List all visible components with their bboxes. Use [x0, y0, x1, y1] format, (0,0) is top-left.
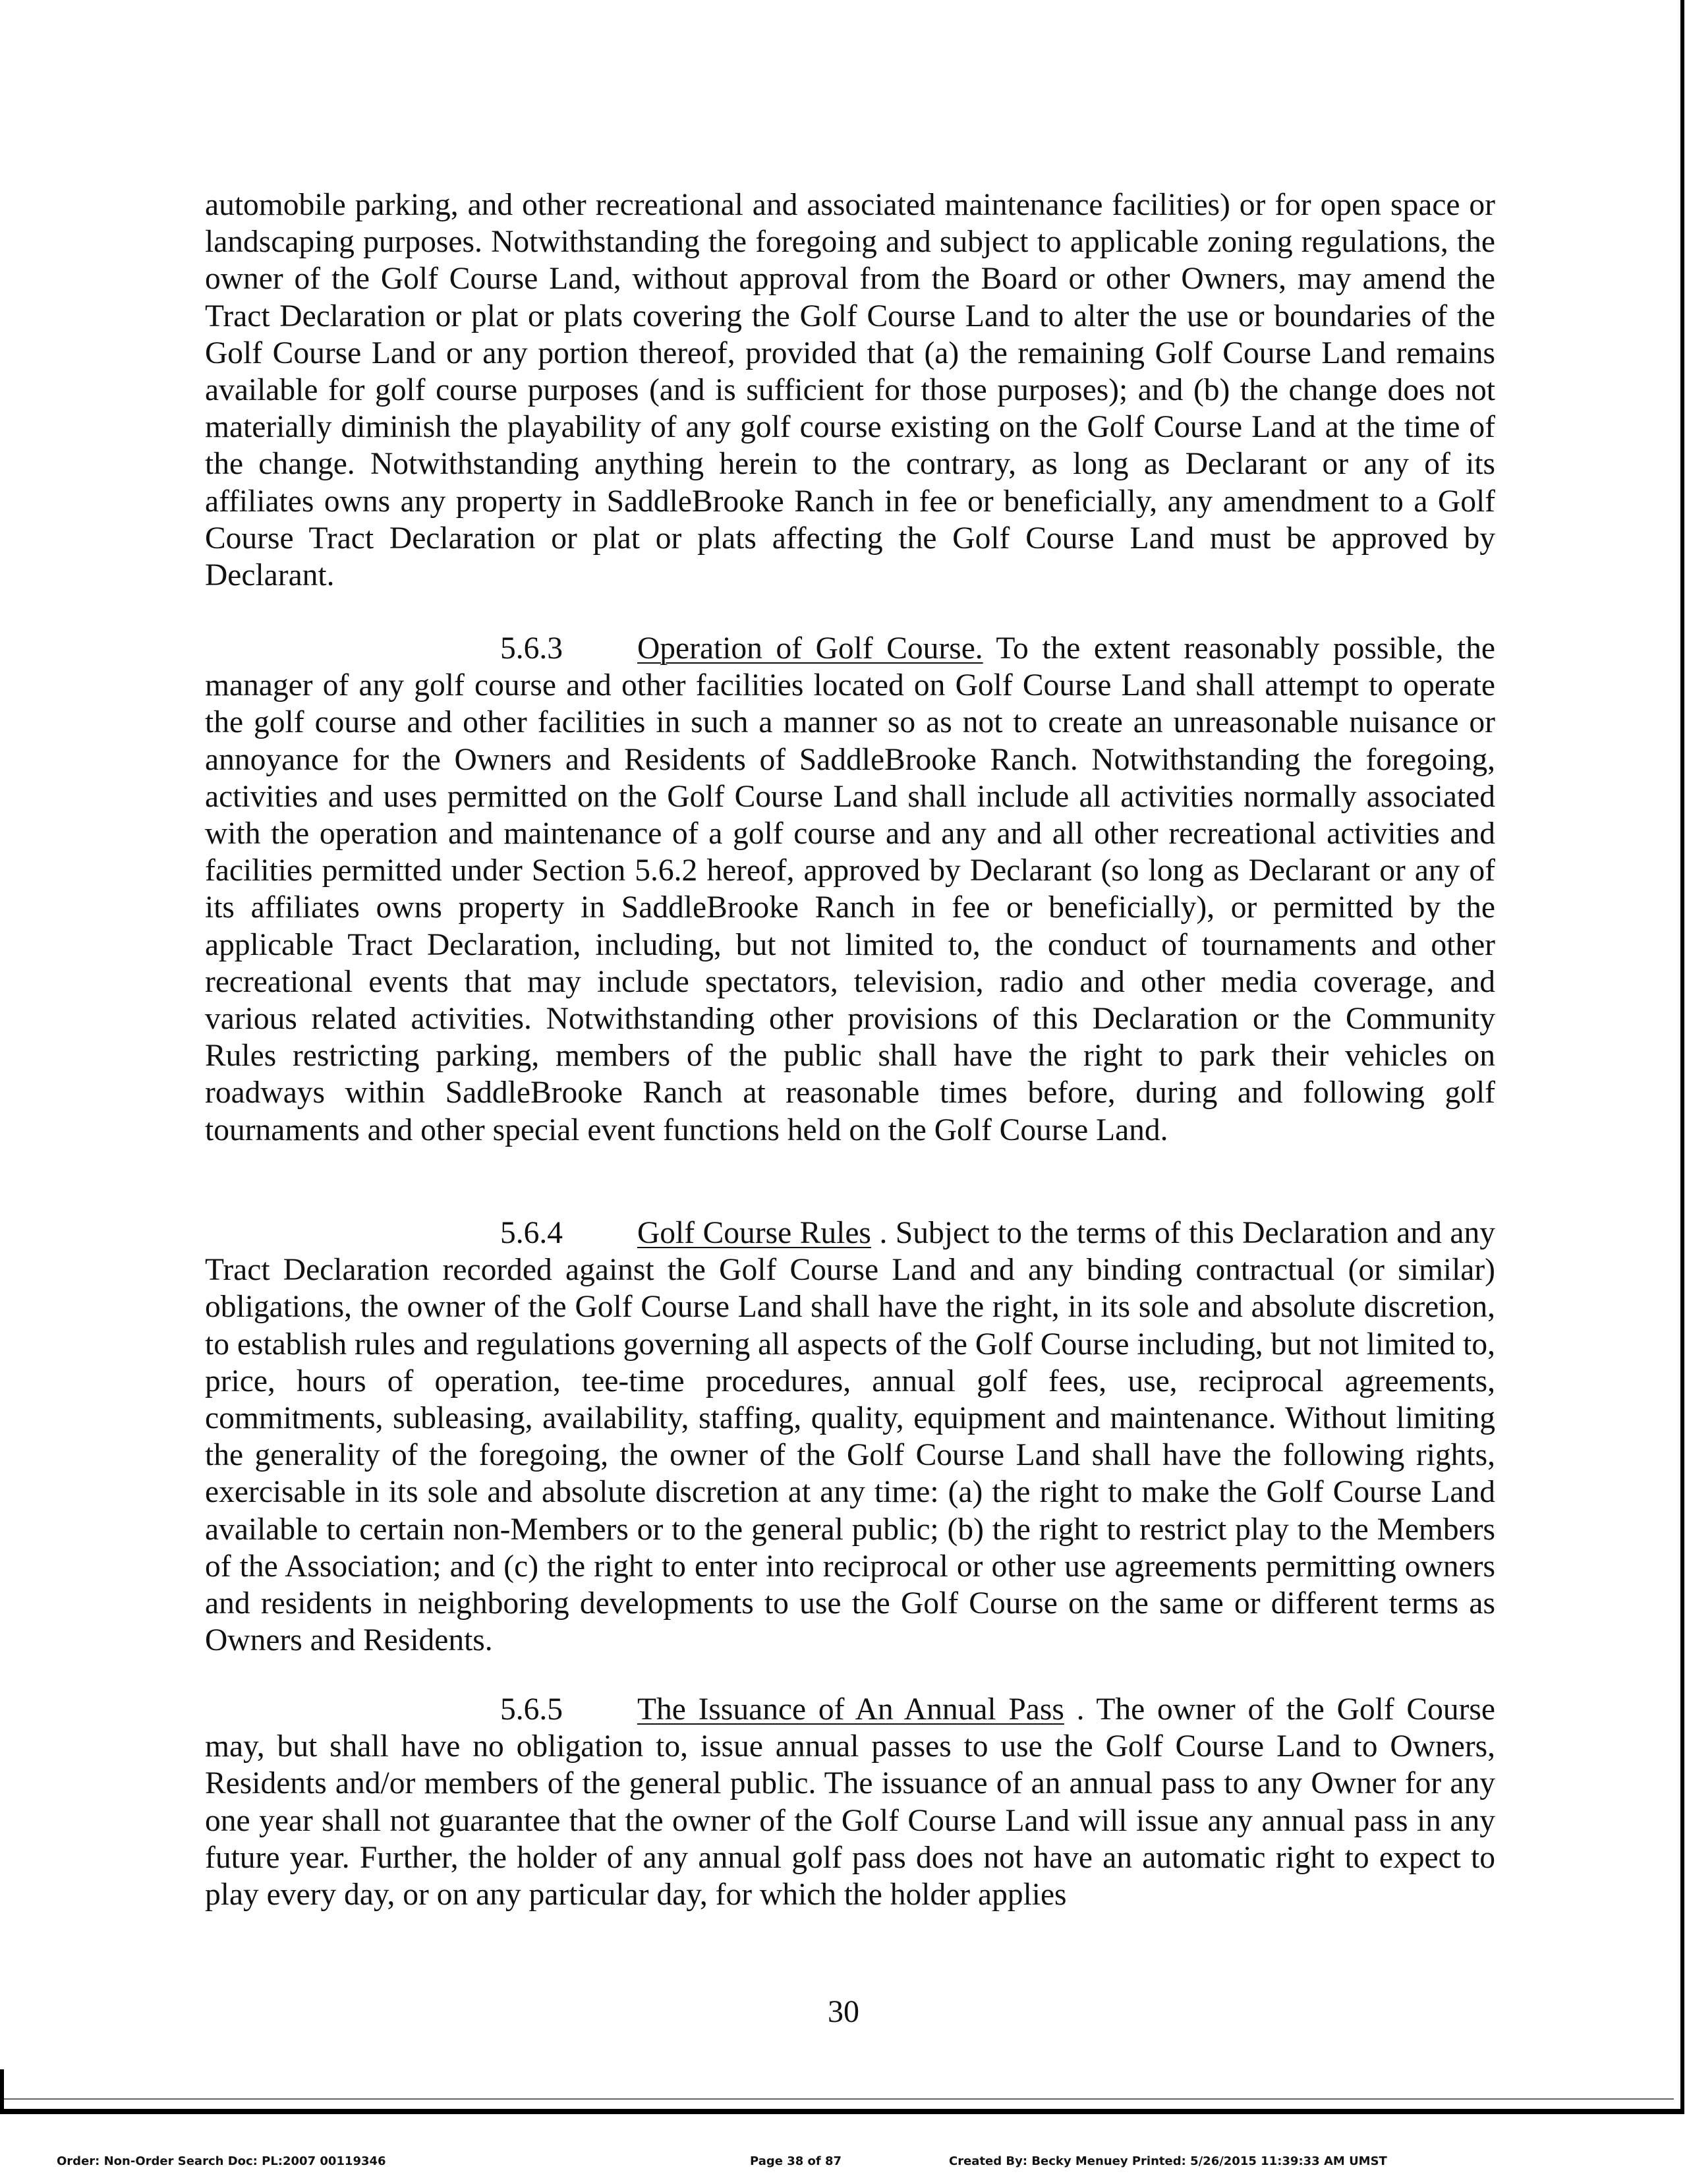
section-heading: Golf Course Rules	[637, 1216, 871, 1250]
page-edge-border-left	[0, 2069, 4, 2114]
footer-order-info: Order: Non-Order Search Doc: PL:2007 00119346	[57, 2154, 386, 2168]
footer-page-counter: Page 38 of 87	[750, 2154, 842, 2168]
footer-divider-thin	[0, 2098, 1674, 2100]
section-issuance-of-annual-pass	[205, 1691, 1495, 1913]
paragraph-golf-course-land-use	[205, 187, 1495, 594]
page-edge-border-right	[1680, 0, 1684, 2114]
section-text: . The owner of the Golf Course may, but shall have no obligation to, issue annual passes to use the Golf Course Land to Owners, Residents and/or members of the general public. The issuance of an annual pass to any Owner for any one year shall not guarantee that the owner of the Golf Course Land will issue any annual pass in any future year. Further, the holder of any annual golf pass does not have an automatic right to expect to play every day, or on any particular day, for which the holder applies	[205, 1692, 1495, 1912]
section-golf-course-rules	[205, 1215, 1495, 1659]
footer-divider-heavy	[0, 2109, 1680, 2114]
footer-created-printed: Created By: Becky Menuey Printed: 5/26/2015 11:39:33 AM UMST	[949, 2154, 1387, 2168]
section-number: 5.6.3	[500, 631, 563, 666]
section-number: 5.6.4	[500, 1216, 563, 1250]
section-operation-of-golf-course	[205, 630, 1495, 1149]
page-number: 30	[828, 1994, 859, 2029]
section-number: 5.6.5	[500, 1692, 563, 1727]
section-heading: The Issuance of An Annual Pass	[637, 1692, 1064, 1727]
section-text: To the extent reasonably possible, the manager of any golf course and other facilities located on Golf Course Land shall attempt to operate the golf course and other facilities in such a manner so as not to create an unreasonable nuisance or annoyance for the Owners and Residents of SaddleBrooke Ranch. Notwithstanding the foregoing, activities and uses permitted on the Golf Course Land shall include all activities normally associated with the operation and maintenance of a golf course and any and all other recreational activities and facilities permitted under Section 5.6.2 hereof, approved by Declarant (so long as Declarant or any of its affiliates owns property in SaddleBrooke Ranch in fee or beneficially), or permitted by the applicable Tract Declaration, including, but not limited to, the conduct of tournaments and other recreational events that may include spectators, television, radio and other media coverage, and various related activities. Notwithstanding other provisions of this Declaration or the Community Rules restricting parking, members of the public shall have the right to park their vehicles on roadways within SaddleBrooke Ranch at reasonable times before, during and following golf tournaments and other special event functions held on the Golf Course Land.	[205, 631, 1495, 1147]
section-text: . Subject to the terms of this Declaration and any Tract Declaration recorded against the Golf Course Land and any binding contractual (or similar) obligations, the owner of the Golf Course Land shall have the right, in its sole and absolute discretion, to establish rules and regulations governing all aspects of the Golf Course including, but not limited to, price, hours of operation, tee-time procedures, annual golf fees, use, reciprocal agreements, commitments, subleasing, availability, staffing, quality, equipment and maintenance. Without limiting the generality of the foregoing, the owner of the Golf Course Land shall have the following rights, exercisable in its sole and absolute discretion at any time: (a) the right to make the Golf Course Land available to certain non-Members or to the general public; (b) the right to restrict play to the Members of the Association; and (c) the right to enter into reciprocal or other use agreements permitting owners and residents in neighboring developments to use the Golf Course on the same or different terms as Owners and Residents.	[205, 1216, 1496, 1658]
section-heading: Operation of Golf Course.	[637, 631, 983, 666]
paragraph-text: automobile parking, and other recreational and associated maintenance facilities) or for open space or landscaping purposes. Notwithstanding the foregoing and subject to applicable zoning regulations, the owner of the Golf Course Land, without approval from the Board or other Owners, may amend the Tract Declaration or plat or plats covering the Golf Course Land to alter the use or boundaries of the Golf Course Land or any portion thereof, provided that (a) the remaining Golf Course Land remains available for golf course purposes (and is sufficient for those purposes); and (b) the change does not materially diminish the playability of any golf course existing on the Golf Course Land at the time of the change. Notwithstanding anything herein to the contrary, as long as Declarant or any of its affiliates owns any property in SaddleBrooke Ranch in fee or beneficially, any amendment to a Golf Course Tract Declaration or plat or plats affecting the Golf Course Land must be approved by Declarant.	[205, 188, 1495, 593]
